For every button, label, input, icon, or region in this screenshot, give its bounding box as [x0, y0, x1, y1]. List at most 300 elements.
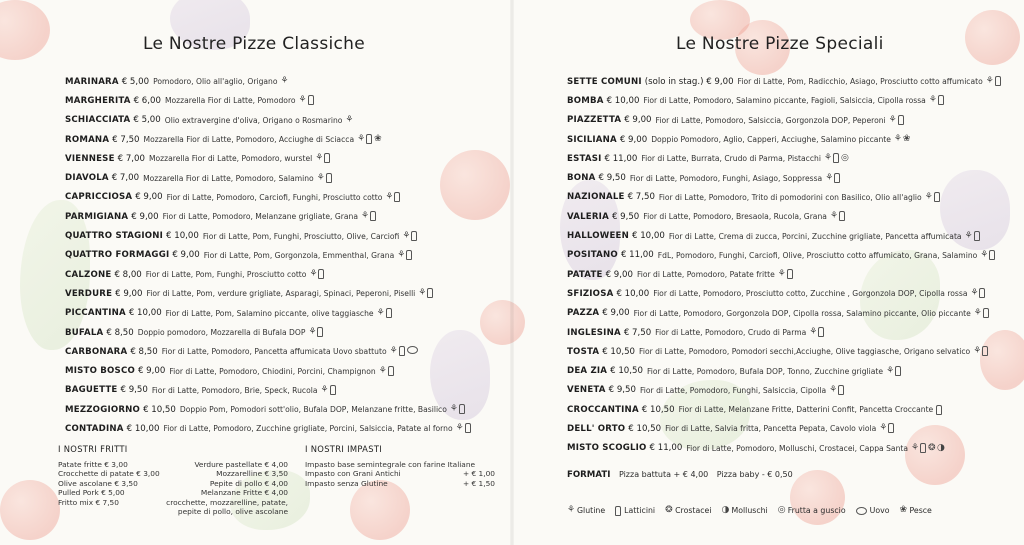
legend-item: [665, 505, 711, 516]
allergen-icons: [450, 404, 465, 415]
dairy-icon: [406, 250, 412, 260]
pizza-row: [65, 323, 505, 342]
pizza-price: € 9,00: [602, 308, 630, 319]
legend-item: [615, 506, 655, 516]
dairy-icon: [326, 173, 332, 183]
dairy-icon: [317, 327, 323, 337]
allergen-icons: [321, 385, 336, 396]
pizza-name: CALZONE: [65, 269, 112, 280]
allergen-icons: [894, 134, 910, 145]
gluten-icon: ⚘: [449, 404, 458, 415]
gluten-icon: ⚘: [809, 327, 818, 337]
egg-icon: [407, 346, 418, 354]
pizza-name: VIENNESE: [65, 153, 115, 164]
fritto-item: Crocchette di patate € 3,00: [58, 469, 160, 479]
dairy-icon: [982, 346, 988, 356]
pizza-ingredients: Fior di Latte, Pomodoro, Melanzane grigliate, Grana: [162, 212, 358, 222]
pizza-ingredients: Fior di Latte, Pom, Funghi, Prosciutto, Olive, Carciofi: [202, 231, 400, 241]
pizza-name: DIAVOLA: [65, 173, 109, 184]
dairy-icon: [895, 366, 901, 376]
gluten-icon: ⚘: [973, 307, 982, 318]
pizza-ingredients: Fior di Latte, Burrata, Crudo di Parma, Pistacchi: [641, 154, 821, 164]
dairy-icon: [787, 269, 793, 279]
gluten-icon: ⚘: [397, 249, 406, 260]
allergen-legend: [567, 505, 932, 516]
mollusc-icon: ◑: [721, 505, 730, 515]
allergen-icons: [317, 173, 332, 184]
pizza-name: DEA ZIA: [567, 366, 608, 377]
pizza-row: [567, 284, 1022, 303]
allergen-icons: [929, 95, 944, 106]
pizza-ingredients: Fior di Latte, Pomodoro, Carciofi, Funghi, Prosciutto cotto: [166, 192, 383, 202]
pizza-name: CROCCANTINA: [567, 404, 639, 415]
dairy-icon: [386, 308, 392, 318]
pizza-row: [567, 246, 1022, 265]
dairy-icon: [938, 95, 944, 105]
dairy-icon: [399, 346, 405, 356]
pizza-price: € 7,50: [623, 327, 652, 338]
dairy-icon: [366, 134, 372, 144]
allergen-icons: [973, 346, 988, 357]
pizza-price: € 7,00: [111, 173, 140, 184]
legend-item: [899, 505, 931, 516]
pizza-row: [65, 188, 505, 207]
pizza-name: MARGHERITA: [65, 95, 131, 106]
pizza-price: € 9,50: [608, 385, 636, 396]
page-title-speciali: Le Nostre Pizze Speciali: [676, 34, 884, 54]
pizza-row: [65, 226, 505, 245]
dairy-icon: [308, 95, 314, 105]
legend-label: Molluschi: [731, 506, 768, 515]
dairy-icon: [818, 327, 824, 337]
pizza-ingredients: Fior di Latte, Pomodoro, Prosciutto cotto, Zucchine , Gorgonzola DOP, Cipolla rossa: [653, 289, 968, 299]
allergen-icons: [970, 288, 985, 299]
dairy-icon: [459, 404, 465, 414]
pizza-ingredients: Fior di Latte, Pom, verdure grigliate, Asparagi, Spinaci, Peperoni, Piselli: [146, 289, 416, 299]
gluten-icon: ⚘: [361, 211, 370, 222]
pizza-row: [65, 419, 505, 438]
fritto-item: Olive ascolane € 3,50: [58, 478, 138, 488]
pizza-name: BUFALA: [65, 327, 104, 338]
pizza-ingredients: Mozzarella Fior di Latte, Pomodoro: [164, 96, 296, 106]
pizza-row: [65, 361, 505, 380]
gluten-icon: ⚘: [973, 346, 982, 357]
pizza-row: [567, 304, 1022, 323]
pizza-price: € 7,00: [117, 153, 145, 164]
pizza-ingredients: Mozzarella Fior di Latte, Pomodoro, wurstel: [148, 154, 313, 164]
pizza-name: MISTO BOSCO: [65, 366, 135, 377]
pizza-row: [567, 91, 1022, 110]
pizza-ingredients: Fior di Latte, Pomodoro, Bresaola, Rucola, Grana: [643, 212, 827, 222]
pizza-name: CONTADINA: [65, 423, 124, 434]
pizza-price: € 8,00: [114, 269, 142, 280]
pizza-price: € 9,00: [619, 134, 648, 145]
legend-label: Uovo: [869, 506, 890, 515]
allergen-icons: [936, 405, 942, 415]
pizza-ingredients: Pomodoro, Olio all'aglio, Origano: [153, 77, 278, 87]
gluten-icon: ⚘: [980, 249, 989, 260]
pizza-row: [65, 246, 505, 265]
pizza-name: PARMIGIANA: [65, 211, 129, 222]
pizza-ingredients: Fior di Latte, Pomodoro, Zucchine grigliate, Porcini, Salsiccia, Patate al forno: [163, 424, 453, 434]
pizza-name: ESTASI: [567, 153, 602, 164]
pizza-row: [567, 323, 1022, 342]
fritto-item: Verdure pastellate € 4,00: [194, 460, 288, 469]
allergen-icons: [830, 211, 845, 222]
fritto-item: Patate fritte € 3,00: [58, 460, 128, 469]
impasto-price: + € 1,00: [462, 469, 495, 479]
gluten-icon: ⚘: [911, 442, 920, 453]
page-title-classiche: Le Nostre Pizze Classiche: [143, 34, 365, 54]
fritto-item: Mozzarelline € 3,50: [216, 469, 288, 479]
egg-icon: [856, 507, 867, 515]
fritti-heading: I NOSTRI FRITTI: [58, 444, 128, 454]
allergen-icons: [345, 115, 352, 126]
legend-label: Glutine: [577, 506, 606, 515]
dairy-icon: [974, 231, 980, 241]
pizza-price: € 10,00: [126, 423, 160, 434]
pizza-price: € 9,00: [624, 115, 652, 126]
pizza-row: [65, 207, 505, 226]
pizza-row: [65, 111, 505, 130]
formati-row: [567, 470, 799, 480]
gluten-icon: ⚘: [924, 191, 933, 202]
pizza-price: € 11,00: [649, 443, 683, 454]
allergen-icons: [397, 250, 412, 261]
gluten-icon: ⚘: [964, 230, 973, 241]
pizza-name: CAPRICCIOSA: [65, 192, 133, 203]
pizza-ingredients: Fior di Latte, Pomodoro, Patate fritte: [636, 270, 775, 280]
pizza-price: € 9,00: [137, 366, 166, 377]
gluten-icon: ⚘: [389, 346, 398, 357]
dairy-icon: [394, 192, 400, 202]
pizza-ingredients: Fior di Latte, Pomodoro, Bufala DOP, Tonno, Zucchine grigliate: [646, 366, 884, 376]
gluten-icon: ⚘: [825, 172, 834, 183]
impasto-row: [305, 469, 495, 478]
fish-icon: ❀: [374, 134, 382, 145]
pizza-price: € 9,50: [120, 385, 148, 396]
pizza-ingredients: FdL, Pomodoro, Funghi, Carciofi, Olive, Prosciutto cotto affumicato, Grana, Salamino: [657, 250, 978, 260]
allergen-icons: [385, 192, 400, 203]
pizza-price: € 9,50: [598, 173, 626, 184]
dairy-icon: [465, 423, 471, 433]
allergen-icons: [825, 173, 840, 184]
fritti-column-2: [166, 460, 288, 516]
dairy-icon: [888, 423, 894, 433]
impasto-label: Impasto con Grani Antichi: [305, 469, 401, 479]
pizza-row: [567, 419, 1022, 438]
pizza-name: MEZZOGIORNO: [65, 404, 141, 415]
pizza-name: SETTE COMUNI: [567, 76, 642, 87]
crustacean-icon: ❂: [665, 505, 673, 515]
gluten-icon: ⚘: [385, 191, 394, 202]
formati-label: FORMATI: [567, 470, 611, 480]
pizza-ingredients: Fior di Latte, Pomodoro, Molluschi, Crostacei, Cappa Santa: [686, 443, 909, 453]
crustacean-icon: ❂: [928, 442, 936, 453]
pizza-row: [567, 342, 1022, 361]
allergen-icons: [886, 366, 901, 377]
impasti-heading: I NOSTRI IMPASTI: [305, 444, 383, 454]
dairy-icon: [370, 211, 376, 221]
dairy-icon: [411, 231, 417, 241]
allergen-icons: [308, 327, 323, 338]
fritto-item: Fritto mix € 7,50: [58, 497, 119, 507]
dairy-icon: [838, 385, 844, 395]
pizza-name: MISTO SCOGLIO: [567, 443, 647, 454]
gluten-icon: ⚘: [886, 365, 895, 376]
right-page: [512, 0, 1024, 545]
fish-icon: ❀: [899, 505, 908, 515]
pizza-price: € 10,50: [610, 366, 643, 377]
gluten-icon: ⚘: [829, 211, 839, 222]
gluten-icon: ⚘: [928, 95, 937, 106]
pizza-row: [567, 188, 1022, 207]
allergen-icons: [879, 423, 894, 434]
impasto-label: Impasto senza Glutine: [305, 478, 388, 488]
allergen-icons: [974, 308, 989, 319]
dairy-icon: [324, 153, 330, 163]
dairy-icon: [388, 366, 394, 376]
legend-item: [856, 506, 890, 515]
gluten-icon: ⚘: [970, 288, 979, 299]
gluten-icon: ⚘: [888, 114, 897, 125]
allergen-icons: [357, 134, 381, 145]
gluten-icon: ⚘: [455, 423, 464, 434]
pizza-row: [567, 265, 1022, 284]
gluten-icon: ⚘: [879, 423, 888, 434]
pizza-name: PIAZZETTA: [567, 115, 622, 126]
pizza-row: [567, 400, 1022, 419]
pizza-price: € 10,00: [128, 308, 162, 319]
pizza-name: VALERIA: [567, 211, 609, 222]
gluten-icon: ⚘: [320, 384, 329, 395]
impasto-row: [305, 479, 495, 488]
dairy-icon: [979, 288, 985, 298]
pizza-row: [65, 304, 505, 323]
impasto-row: [305, 460, 495, 469]
allergen-icons: [911, 443, 944, 454]
impasti-section: [305, 444, 495, 488]
dairy-icon: [839, 211, 845, 221]
gluten-icon: ⚘: [376, 307, 385, 318]
pizza-price: € 9,00: [115, 288, 143, 299]
pizza-price: € 10,00: [606, 95, 640, 106]
pizza-ingredients: Fior di Latte, Pomodoro, Salsiccia, Gorgonzola DOP, Peperoni: [655, 115, 886, 125]
fritto-item: crocchette, mozzarelline, patate,: [166, 497, 288, 507]
pizza-name: SCHIACCIATA: [65, 115, 131, 126]
gluten-icon: ⚘: [402, 230, 411, 241]
pizza-row: [65, 130, 505, 149]
pizza-price: € 9,00: [135, 192, 163, 203]
pizza-ingredients: Mozzarella Fior di Latte, Pomodoro, Acciughe di Sciacca: [143, 135, 355, 145]
pizza-ingredients: Fior di Latte, Pomodoro, Gorgonzola DOP, Cipolla rossa, Salamino piccante, Olio piccante: [633, 308, 971, 318]
pizza-name: QUATTRO STAGIONI: [65, 231, 164, 242]
pizza-price: € 6,00: [133, 95, 161, 106]
pizza-name: DELL' ORTO: [567, 423, 626, 434]
fritto-item: Pulled Pork € 5,00: [58, 488, 125, 498]
gluten-icon: ⚘: [567, 505, 576, 515]
special-pizza-list: [567, 72, 1022, 458]
gluten-icon: ⚘: [357, 134, 366, 145]
pizza-row: [567, 111, 1022, 130]
allergen-icons: [778, 269, 793, 280]
allergen-icons: [315, 153, 330, 164]
allergen-icons: [965, 231, 980, 242]
pizza-price: € 10,50: [602, 346, 636, 357]
allergen-icons: [889, 115, 904, 126]
pizza-price: € 8,50: [106, 327, 134, 338]
pizza-row: [65, 168, 505, 187]
allergen-icons: [986, 76, 1001, 87]
dairy-icon: [330, 385, 336, 395]
pizza-ingredients: Doppio Pomodoro, Aglio, Capperi, Acciughe, Salamino piccante: [651, 135, 891, 145]
pizza-name: NAZIONALE: [567, 192, 625, 203]
impasto-label: Impasto base semintegrale con farine Italiane: [305, 460, 476, 469]
pizza-ingredients: Fior di Latte, Pomodoro, Funghi, Asiago, Soppressa: [629, 173, 823, 183]
allergen-icons: [829, 385, 844, 396]
dairy-icon: [898, 115, 904, 125]
allergen-icons: [925, 192, 940, 203]
pizza-ingredients: Fior di Latte, Pomodoro, Funghi, Salsiccia, Cipolla: [639, 385, 827, 395]
pizza-name: VERDURE: [65, 288, 113, 299]
pizza-row: [567, 439, 1022, 458]
fish-icon: ❀: [902, 134, 911, 145]
fritto-item: pepite di pollo, olive ascolane: [177, 507, 288, 517]
pizza-name: PAZZA: [567, 308, 600, 319]
pizza-row: [567, 226, 1022, 245]
allergen-icons: [309, 269, 324, 280]
pizza-ingredients: Fior di Latte, Pomodoro, Chiodini, Porcini, Champignon: [169, 366, 376, 376]
dairy-icon: [983, 308, 989, 318]
pizza-row: [65, 91, 505, 110]
allergen-icons: [379, 366, 394, 377]
gluten-icon: ⚘: [418, 288, 427, 299]
pizza-ingredients: Fior di Latte, Salvia fritta, Pancetta Pepata, Cavolo viola: [665, 424, 877, 434]
pizza-price: € 7,50: [112, 134, 140, 145]
pizza-price: € 11,00: [604, 153, 638, 164]
pizza-price: (solo in stag.) € 9,00: [644, 76, 734, 87]
gluten-icon: ⚘: [316, 172, 325, 183]
allergen-icons: [418, 288, 433, 299]
pizza-name: QUATTRO FORMAGGI: [65, 250, 170, 261]
pizza-name: INGLESINA: [567, 327, 621, 338]
pizza-row: [65, 400, 505, 419]
legend-label: Frutta a guscio: [787, 506, 846, 515]
allergen-icons: [377, 308, 392, 319]
allergen-icons: [809, 327, 824, 338]
pizza-ingredients: Fior di Latte, Pom, Funghi, Prosciutto cotto: [145, 270, 307, 280]
pizza-ingredients: Fior di Latte, Pom, Salamino piccante, olive taggiasche: [165, 308, 374, 318]
pizza-ingredients: Fior di Latte, Pomodoro, Trito di pomodorini con Basilico, Olio all'aglio: [658, 192, 922, 202]
legend-label: Crostacei: [675, 506, 712, 515]
pizza-ingredients: Fior di Latte, Pomodoro, Brie, Speck, Rucola: [151, 385, 318, 395]
dairy-icon: [936, 405, 942, 415]
pizza-price: € 10,50: [143, 404, 176, 415]
pizza-name: BOMBA: [567, 95, 604, 106]
dairy-icon: [995, 76, 1001, 86]
pizza-name: POSITANO: [567, 250, 618, 261]
pizza-price: € 10,00: [632, 231, 665, 242]
gluten-icon: ⚘: [280, 76, 289, 87]
dairy-icon: [615, 506, 621, 516]
pizza-ingredients: Fior di Latte, Crema di zucca, Porcini, Zucchine grigliate, Pancetta affumicata: [668, 231, 962, 241]
pizza-row: [65, 265, 505, 284]
allergen-icons: [299, 95, 314, 106]
pizza-name: PATATE: [567, 269, 603, 280]
legend-label: Latticini: [624, 506, 656, 515]
pizza-name: BONA: [567, 173, 596, 184]
pizza-ingredients: Fior di Latte, Pomodoro, Pomodori secchi,Acciughe, Olive taggiasche, Origano selvatico: [639, 347, 971, 357]
pizza-name: CARBONARA: [65, 346, 128, 357]
gluten-icon: ⚘: [309, 269, 318, 280]
pizza-name: ROMANA: [65, 134, 110, 145]
gluten-icon: ⚘: [777, 269, 786, 280]
gluten-icon: ⚘: [985, 76, 994, 87]
allergen-icons: [824, 153, 848, 164]
dairy-icon: [920, 443, 926, 453]
mollusc-icon: ◑: [937, 442, 945, 453]
pizza-price: € 9,50: [611, 211, 640, 222]
allergen-icons: [980, 250, 995, 261]
fritto-item: Melanzane Fritte € 4,00: [200, 488, 288, 498]
pizza-price: € 10,50: [641, 404, 675, 415]
allergen-icons: [281, 76, 288, 87]
dairy-icon: [318, 269, 324, 279]
gluten-icon: ⚘: [298, 95, 307, 106]
pizza-name: SICILIANA: [567, 134, 617, 145]
gluten-icon: ⚘: [823, 153, 833, 164]
pizza-row: [65, 284, 505, 303]
pizza-price: € 10,00: [616, 288, 650, 299]
pizza-ingredients: Olio extravergine d'oliva, Origano o Rosmarino: [164, 115, 343, 125]
nut-icon: ◎: [777, 505, 786, 515]
pizza-row: [567, 168, 1022, 187]
pizza-row: [65, 72, 505, 91]
dairy-icon: [833, 153, 839, 163]
pizza-price: € 8,50: [130, 346, 158, 357]
pizza-name: TOSTA: [567, 346, 600, 357]
formati-battuta: Pizza battuta + € 4,00: [618, 470, 709, 479]
pizza-row: [65, 381, 505, 400]
pizza-ingredients: Mozzarella Fior di Latte, Pomodoro, Salamino: [143, 173, 314, 183]
pizza-name: HALLOWEEN: [567, 231, 630, 242]
gluten-icon: ⚘: [308, 327, 317, 337]
pizza-price: € 5,00: [121, 76, 150, 87]
pizza-price: € 9,00: [131, 211, 159, 222]
pizza-price: € 5,00: [133, 115, 161, 126]
formati-baby: Pizza baby - € 0,50: [716, 470, 793, 479]
pizza-row: [567, 72, 1022, 91]
pizza-name: VENETA: [567, 385, 606, 396]
pizza-name: PICCANTINA: [65, 308, 126, 319]
pizza-ingredients: Doppio Pom, Pomodori sott'olio, Bufala DOP, Melanzane fritte, Basilico: [179, 405, 447, 415]
allergen-icons: [402, 231, 417, 242]
pizza-price: € 7,50: [627, 192, 655, 203]
dairy-icon: [427, 288, 433, 298]
gluten-icon: ⚘: [829, 384, 838, 395]
pizza-row: [65, 342, 505, 361]
pizza-row: [567, 149, 1022, 168]
pizza-ingredients: Fior di Latte, Pomodoro, Salamino piccante, Fagioli, Salsiccia, Cipolla rossa: [643, 96, 926, 106]
pizza-price: € 9,00: [172, 250, 200, 261]
gluten-icon: ⚘: [893, 134, 902, 145]
legend-item: [567, 505, 605, 516]
nut-icon: ◎: [840, 153, 849, 164]
pizza-ingredients: Doppio pomodoro, Mozzarella di Bufala DOP: [137, 328, 306, 337]
pizza-ingredients: Fior di Latte, Pomodoro, Pancetta affumicata Uovo sbattuto: [161, 347, 387, 357]
legend-item: [722, 505, 768, 516]
impasti-list: [305, 460, 495, 488]
